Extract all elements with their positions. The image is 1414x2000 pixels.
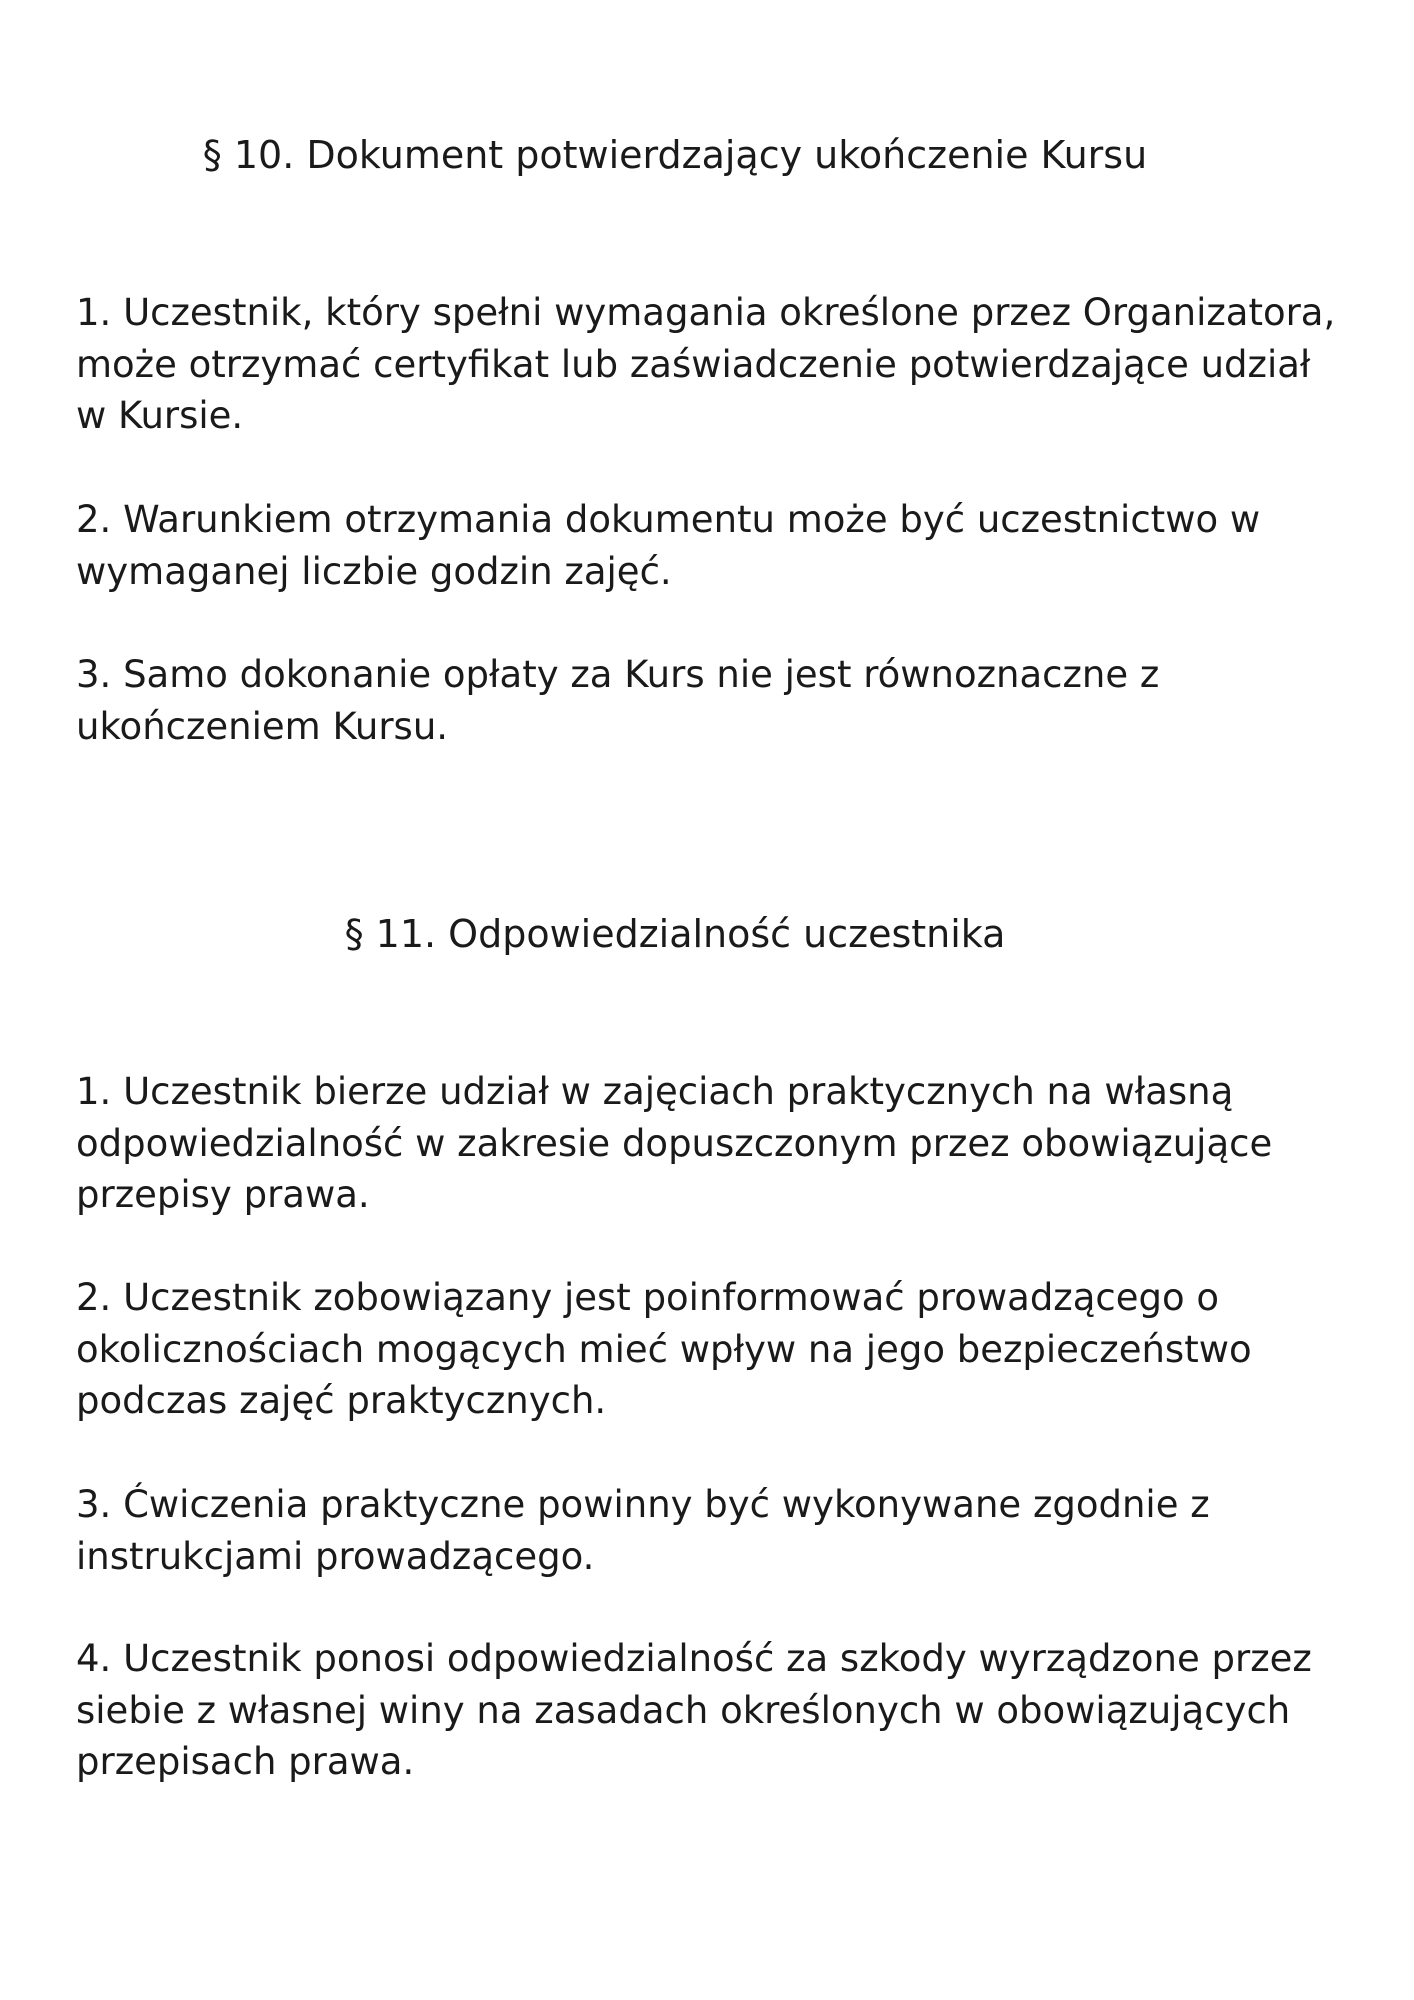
section-11-paragraph-4: 4. Uczestnik ponosi odpowiedzialność za szkody wyrządzone przez siebie z własnej winy na zasadach określonych w obowiązujących przepisach prawa. [76,1637,1312,1783]
section-11-title: § 11. Odpowiedzialność uczestnika [344,912,1006,956]
section-10-paragraph-3: 3. Samo dokonanie opłaty za Kurs nie jest równoznaczne z ukończeniem Kursu. [76,653,1160,748]
section-10-paragraph-2: 2. Warunkiem otrzymania dokumentu może być uczestnictwo w wymaganej liczbie godzin zajęć. [76,498,1261,593]
section-11-paragraph-1: 1. Uczestnik bierze udział w zajęciach praktycznych na własną odpowiedzialność w zakresie dopuszczonym przez obowiązujące przepisy prawa. [76,1070,1273,1216]
section-10-title: § 10. Dokument potwierdzający ukończenie Kursu [202,133,1148,177]
section-10-paragraph-1: 1. Uczestnik, który spełni wymagania określone przez Organizatora, może otrzymać certyfikat lub zaświadczenie potwierdzające udział w Kursie. [76,291,1336,437]
section-11-paragraph-2: 2. Uczestnik zobowiązany jest poinformować prowadzącego o okolicznościach mogących mieć wpływ na jego bezpieczeństwo podczas zajęć praktycznych. [76,1276,1252,1422]
section-11-paragraph-3: 3. Ćwiczenia praktyczne powinny być wykonywane zgodnie z instrukcjami prowadzącego. [76,1483,1210,1578]
